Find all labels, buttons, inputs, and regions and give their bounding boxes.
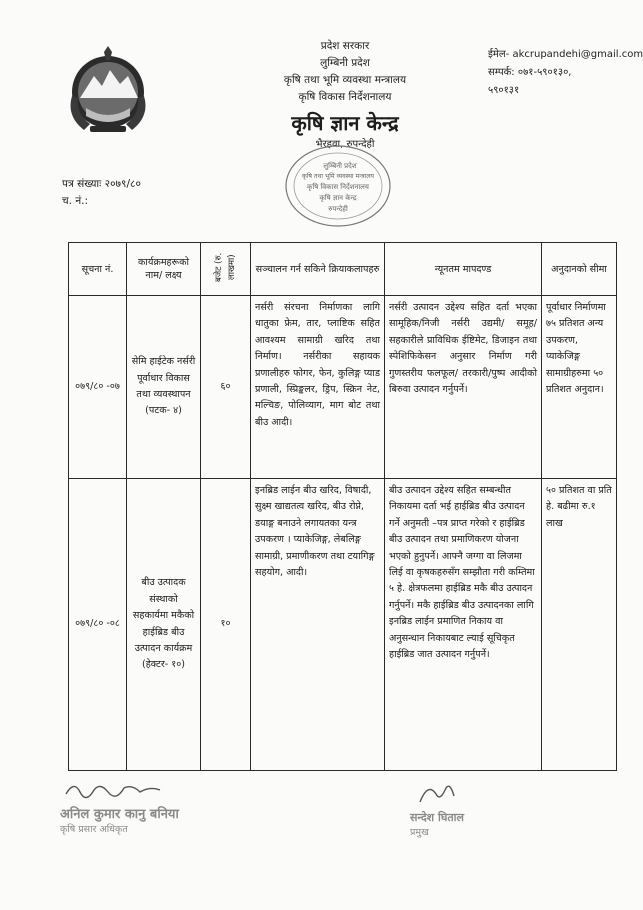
- dispatch-number: च. नं.:: [62, 195, 89, 207]
- right-signatory-title: प्रमुख: [410, 827, 429, 838]
- header-ministry: कृषि तथा भूमि व्यवस्था मन्त्रालय: [283, 74, 407, 86]
- left-signatory-name: अनिल कुमार कानु बनिया: [60, 807, 179, 822]
- header-budget-text: बजेट (रु. लाखमा): [213, 252, 237, 282]
- row-activities: नर्सरी संरचना निर्माणका लागि धातुका फ्रेम, तार, प्लाष्टिक सहित आवश्यम सामाग्री खरिद तथा निर्माण। नर्सरीका सहायक प्रणालीहरु फोगर, फेन, कुलिङ्ग प्याड प्रणाली, स्प्रिङ्कलर, ड्रिप, स्क्रिन नेट, मल्चिङ, पोलिव्याग, माग बोट तथा बीउ आदी।: [251, 296, 385, 479]
- stamp-line-3: कृषि विकास निर्देशनालय: [307, 183, 369, 191]
- stamp-line-2: कृषि तथा भूमि व्यवस्था मन्त्रालय: [301, 173, 375, 180]
- signature-block-left: [60, 778, 210, 835]
- reference-block: [62, 176, 141, 210]
- phone-number-1: ०७१-५९०१३०,: [517, 67, 572, 78]
- header-code: सूचना नं.: [69, 243, 127, 296]
- row-code: ०७९/८० -०८: [69, 479, 127, 771]
- phone-number-2: ५९०१३१: [488, 85, 520, 96]
- header-grant: अनुदानको सीमा: [542, 243, 617, 296]
- table-row: [69, 479, 617, 771]
- table-row: [69, 296, 617, 479]
- header-budget: [201, 243, 251, 296]
- row-code: ०७९/८० -०७: [69, 296, 127, 479]
- table-header-row: [69, 243, 617, 296]
- row-grant: ५० प्रतिशत वा प्रति हे. बढीमा रु.१ लाख: [542, 479, 617, 771]
- row-activities: इनब्रिड लाईन बीउ खरिद, विषादी, सुक्ष्म खाद्यतत्व खरिद, बीउ रोप्ने, डयाङ्ग बनाउने लगायतका यन्त्र उपकरण । प्याकेजिङ्ग, लेबलिङ्ग सामाग्री, प्रमाणीकरण तथा टयागिङ्ग सहयोग, आदी।: [251, 479, 385, 771]
- row-criteria: नर्सरी उत्पादन उद्देश्य सहित दर्ता भएका सामूहिक/निजी नर्सरी उद्यमी/ समूह/सहकारीले प्राविधिक ईष्टिमेट, डिजाइन तथा स्पेशिफिकेसन अनुसार निर्माण गरी गुणस्तरीय फलफूल/ तरकारी/पुष्प आदीको बिरुवा उत्पादन गर्नुपर्ने।: [385, 296, 542, 479]
- contact-block: [488, 46, 643, 100]
- header-directorate: कृषि विकास निर्देशनालय: [298, 91, 392, 103]
- stamp-line-4: कृषि ज्ञान केन्द्र: [319, 194, 357, 202]
- row-budget: १०: [201, 479, 251, 771]
- email-label: ईमेल-: [488, 49, 510, 60]
- row-grant: पूर्वाधार निर्माणमा ७५ प्रतिशत अन्य उपकरण, प्याकेजिङ्ग सामाग्रीहरुमा ५० प्रतिशत अनुदान।: [542, 296, 617, 479]
- signature-block-right: [410, 780, 520, 838]
- header-province: लुम्बिनी प्रदेश: [320, 57, 370, 69]
- stamp-line-5: रुपन्देही: [328, 205, 348, 213]
- header-office-name: कृषि ज्ञान केन्द्र: [291, 111, 399, 135]
- nepal-emblem-icon: [66, 46, 150, 134]
- phone-label: सम्पर्क:: [488, 67, 515, 78]
- row-program: बीउ उत्पादक संस्थाको सहकार्यमा मकैको हाईब्रिड बीउ उत्पादन कार्यक्रम (हेक्टर- १०): [127, 479, 201, 771]
- handwritten-signature-right-icon: [410, 780, 470, 806]
- header-activities: सञ्चालन गर्न सकिने क्रियाकलापहरु: [251, 243, 385, 296]
- row-criteria: बीउ उत्पादन उद्देश्य सहित सम्बन्धीत निकायमा दर्ता भई हाईब्रिड बीउ उत्पादन गर्ने अनुमती –पत्र प्राप्त गरेको र हाईब्रिड बीउ उत्पादन तथा प्रमाणिकरण योजना भएको हुनुपर्ने। आफ्नै जग्गा वा लिजमा लिई वा कृषकहरुसँग सम्झौता गरी कम्तिमा ५ हे. क्षेत्रफलमा हाईब्रिड मकै बीउ उत्पादन गर्नुपर्ने। मकै हाईब्रिड बीउ उत्पादनका लागि इनब्रिड लाईन प्रमाणित निकाय वा अनुसन्धान निकायबाट ल्याई सूचिकृत हाईब्रिड जात उत्पादन गर्नुपर्ने।: [385, 479, 542, 771]
- letter-number: पत्र संख्याः २०७९/८०: [62, 178, 141, 190]
- left-signatory-title: कृषि प्रसार अधिकृत: [60, 824, 128, 835]
- header-criteria: न्यूनतम मापदण्ड: [385, 243, 542, 296]
- email-address: akcrupandehi@gmail.com: [512, 49, 643, 60]
- header-government: प्रदेश सरकार: [320, 40, 370, 52]
- row-budget: ६०: [201, 296, 251, 479]
- handwritten-signature-left-icon: [60, 778, 170, 800]
- right-signatory-name: सन्देश घिताल: [410, 811, 464, 824]
- stamp-line-1: लुम्बिनी प्रदेश: [323, 162, 357, 170]
- header-location: भैरहवा, रुपन्देही: [315, 139, 375, 150]
- office-stamp-icon: [282, 140, 394, 230]
- row-program: सेमि हाईटेक नर्सरी पूर्वाधार विकास तथा व्यवस्थापन (पटक- ४): [127, 296, 201, 479]
- letterhead: [210, 38, 480, 152]
- program-table: [68, 242, 617, 771]
- header-program: कार्यक्रमहरूको नाम/ लक्ष्य: [127, 243, 201, 296]
